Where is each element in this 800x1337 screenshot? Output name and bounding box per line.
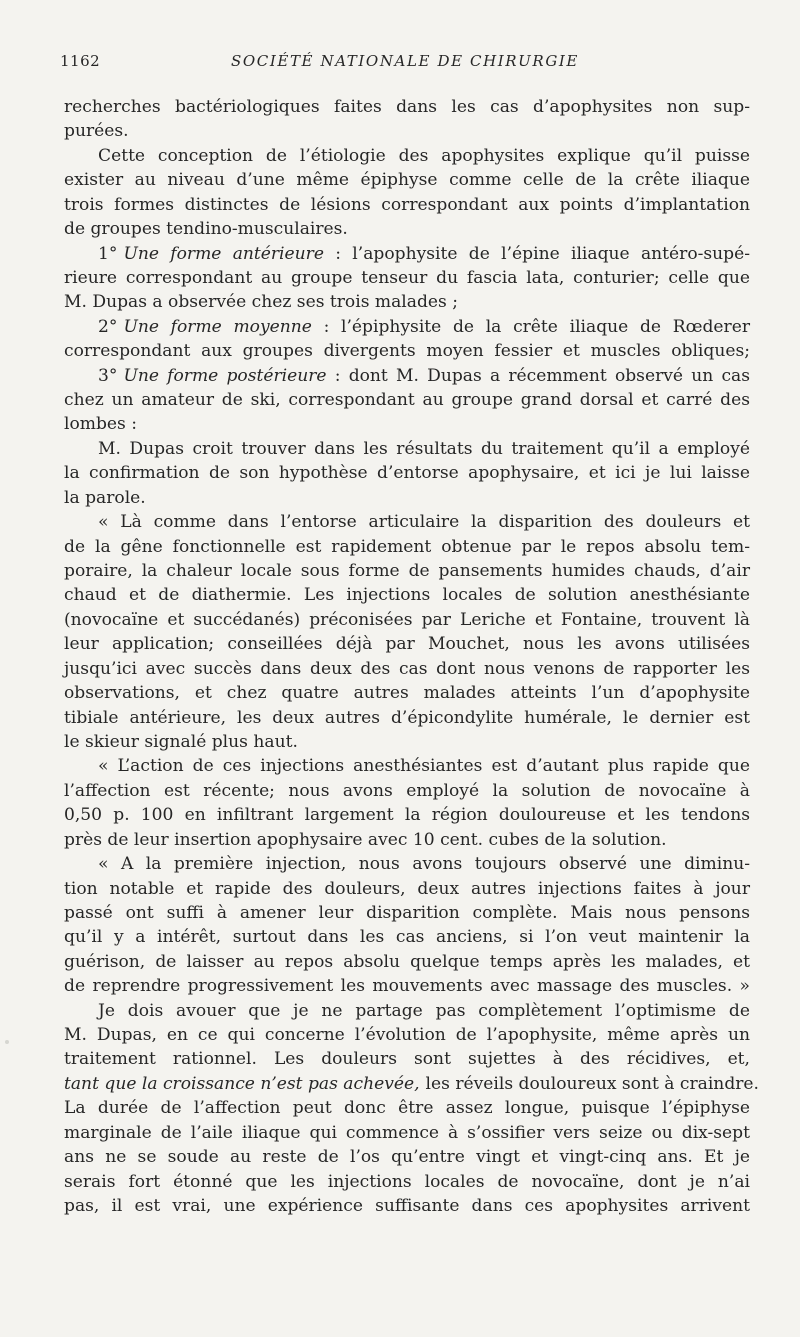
- text-line: jusqu’ici avec succès dans deux des cas dont nous venons de rapporter les: [64, 658, 750, 679]
- text-line: Je dois avouer que je ne partage pas complètement l’optimisme de: [98, 1000, 750, 1021]
- text-line: M. Dupas croit trouver dans les résultats du traitement qu’il a employé: [98, 438, 750, 459]
- text-line: M. Dupas a observée chez ses trois malades ;: [64, 292, 458, 313]
- text-span: 3°: [98, 365, 118, 386]
- text-line: « A la première injection, nous avons toujours observé une diminu-: [98, 854, 750, 875]
- text-line: chaud et de diathermie. Les injections locales de solution anesthésiante: [64, 585, 750, 606]
- italic-text: Une forme moyenne: [123, 316, 312, 337]
- text-line: près de leur insertion apophysaire avec 10 cent. cubes de la solution.: [64, 829, 667, 850]
- text-line: ans ne se soude au reste de l’os qu’entre vingt et vingt-cinq ans. Et je: [64, 1147, 750, 1168]
- text-line: tibiale antérieure, les deux autres d’épicondylite humérale, le dernier est: [64, 707, 750, 728]
- text-line: guérison, de laisser au repos absolu quelque temps après les malades, et: [64, 951, 750, 972]
- text-span: les réveils douloureux sont à craindre.: [425, 1073, 759, 1094]
- text-line: tion notable et rapide des douleurs, deux autres injections faites à jour: [64, 878, 750, 899]
- text-line: de groupes tendino-musculaires.: [64, 219, 348, 240]
- text-span-group: [117, 242, 750, 266]
- text-line: de la gêne fonctionnelle est rapidement obtenue par le repos absolu tem-: [64, 536, 750, 557]
- text-span: 1°: [98, 243, 118, 264]
- text-line-mixed: [64, 1072, 759, 1096]
- text-line: purées.: [64, 121, 129, 142]
- text-line: 0,50 p. 100 en infiltrant largement la région douloureuse et les tendons: [64, 805, 750, 826]
- text-line: M. Dupas, en ce qui concerne l’évolution de l’apophysite, même après un: [64, 1025, 750, 1046]
- text-line: « Là comme dans l’entorse articulaire la disparition des douleurs et: [98, 512, 750, 533]
- text-line: traitement rationnel. Les douleurs sont sujettes à des récidives, et,: [64, 1049, 750, 1070]
- text-line: serais fort étonné que les injections locales de novocaïne, dont je n’ai: [64, 1171, 750, 1192]
- text-span: : l’apophysite de l’épine iliaque antéro-supé-: [323, 243, 751, 264]
- text-line: chez un amateur de ski, correspondant au groupe grand dorsal et carré des: [64, 390, 750, 411]
- text-line: leur application; conseillées déjà par Mouchet, nous les avons utilisées: [64, 634, 750, 655]
- text-line: l’affection est récente; nous avons employé la solution de novocaïne à: [64, 780, 750, 801]
- running-title: SOCIÉTÉ NATIONALE DE CHIRURGIE: [231, 52, 579, 70]
- paper-speck: [5, 1040, 9, 1044]
- text-line: poraire, la chaleur locale sous forme de pansements humides chauds, d’air: [64, 561, 750, 582]
- text-span-group: [117, 315, 750, 339]
- text-line-form-anterior: [64, 242, 750, 266]
- text-line: la parole.: [64, 487, 146, 508]
- text-line: La durée de l’affection peut donc être assez longue, puisque l’épiphyse: [64, 1098, 750, 1119]
- text-line-form-posterior: [64, 364, 750, 388]
- text-span: : dont M. Dupas a récemment observé un cas: [326, 365, 750, 386]
- text-line: (novocaïne et succédanés) préconisées par Leriche et Fontaine, trouvent là: [64, 609, 750, 630]
- text-line: observations, et chez quatre autres malades atteints l’un d’apophysite: [64, 683, 750, 704]
- text-span: 2°: [98, 316, 118, 337]
- text-span-group: [117, 364, 750, 388]
- text-line: le skieur signalé plus haut.: [64, 731, 298, 752]
- text-line: recherches bactériologiques faites dans les cas d’apophysites non sup-: [64, 97, 750, 117]
- italic-text: tant que la croissance n’est pas achevée,: [64, 1073, 420, 1094]
- page-number: 1162: [60, 52, 101, 70]
- italic-text: Une forme postérieure: [123, 365, 327, 386]
- text-line: pas, il est vrai, une expérience suffisante dans ces apophysites arrivent: [64, 1195, 750, 1216]
- text-line: trois formes distinctes de lésions correspondant aux points d’implantation: [64, 194, 750, 215]
- body-text: [64, 95, 759, 1218]
- text-line: la confirmation de son hypothèse d’entorse apophysaire, et ici je lui laisse: [64, 463, 750, 484]
- text-line: Cette conception de l’étiologie des apophysites explique qu’il puisse: [98, 145, 750, 166]
- text-line: exister au niveau d’une même épiphyse comme celle de la crête iliaque: [64, 170, 750, 191]
- text-line: rieure correspondant au groupe tenseur du fascia lata, conturier; celle que: [64, 267, 750, 288]
- text-line: de reprendre progressivement les mouvements avec massage des muscles. »: [64, 976, 750, 997]
- text-span: : l’épiphysite de la crête iliaque de Rœderer: [311, 316, 750, 337]
- text-line: lombes :: [64, 414, 137, 435]
- text-line: qu’il y a intérêt, surtout dans les cas anciens, si l’on veut maintenir la: [64, 927, 750, 948]
- text-line: marginale de l’aile iliaque qui commence à s’ossifier vers seize ou dix-sept: [64, 1122, 750, 1143]
- text-line-form-middle: [64, 315, 750, 339]
- page-header: [60, 52, 750, 74]
- italic-text: Une forme antérieure: [123, 243, 324, 264]
- text-line: « L’action de ces injections anesthésiantes est d’autant plus rapide que: [98, 756, 750, 777]
- text-line: passé ont suffi à amener leur disparition complète. Mais nous pensons: [64, 902, 750, 923]
- text-line: correspondant aux groupes divergents moyen fessier et muscles obliques;: [64, 341, 750, 362]
